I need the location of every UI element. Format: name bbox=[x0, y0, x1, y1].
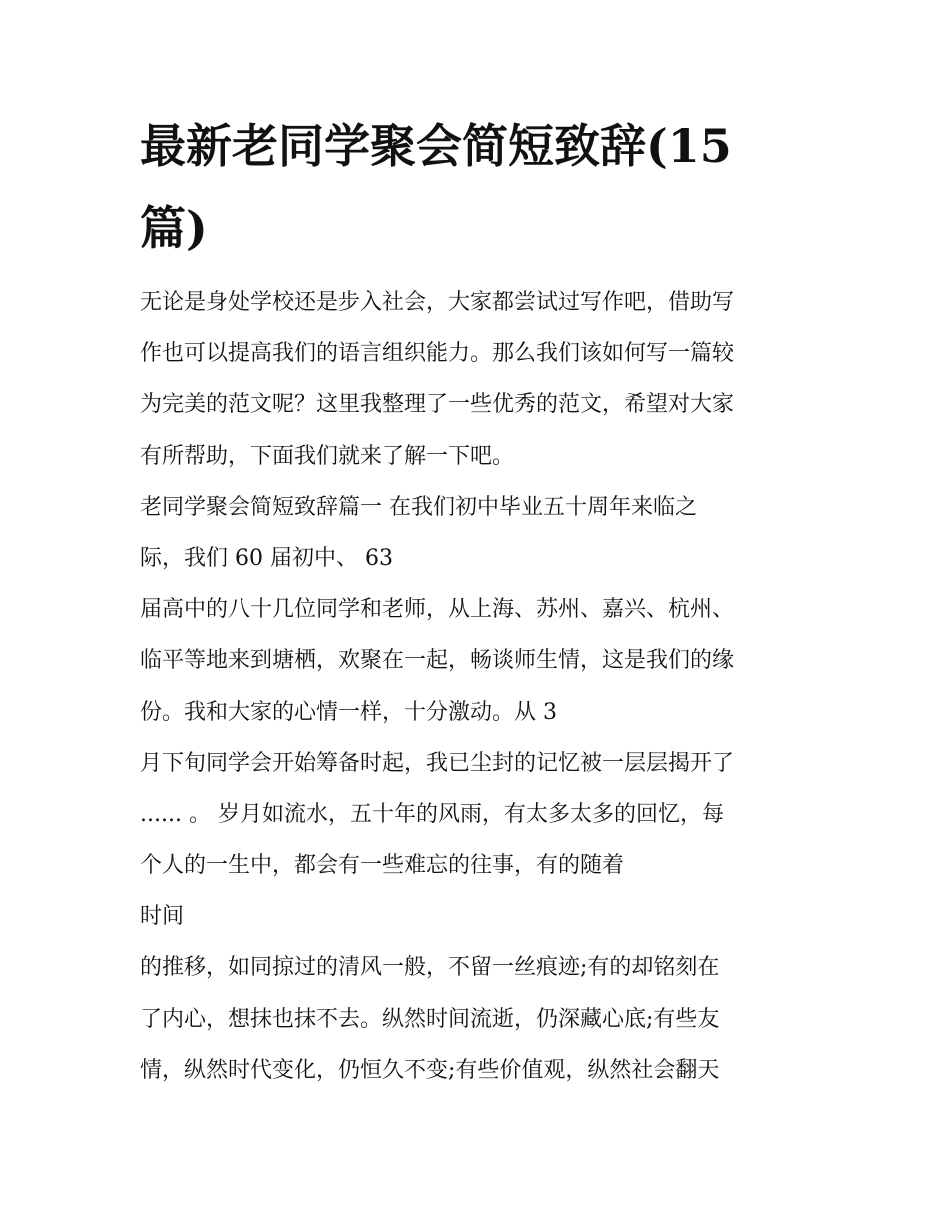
document-title-line-1: 最新老同学聚会简短致辞(15 bbox=[140, 119, 732, 173]
body-line: 无论是身处学校还是步入社会，大家都尝试过写作吧，借助写 bbox=[140, 290, 735, 315]
body-line: 时间 bbox=[140, 904, 185, 930]
body-line: 的推移，如同掠过的清风一般，不留一丝痕迹;有的却铭刻在 bbox=[140, 955, 720, 981]
body-line: 了内心，想抹也抹不去。纵然时间流逝，仍深藏心底;有些友 bbox=[140, 1006, 720, 1032]
body-line: 情，纵然时代变化，仍恒久不变;有些价值观，纵然社会翻天 bbox=[140, 1057, 720, 1083]
body-line: 个人的一生中，都会有一些难忘的往事，有的随着 bbox=[140, 853, 625, 879]
document-body bbox=[140, 277, 820, 1096]
body-line: 届高中的八十几位同学和老师，从上海、苏州、嘉兴、杭州、 bbox=[140, 597, 735, 623]
body-line: ...... 。 岁月如流水，五十年的风雨，有太多太多的回忆，每 bbox=[140, 801, 724, 827]
document-title bbox=[140, 105, 820, 269]
body-line: 际，我们 60 届初中、 63 bbox=[140, 545, 393, 571]
document-content bbox=[140, 105, 820, 1096]
body-line: 份。我和大家的心情一样，十分激动。从 3 bbox=[140, 699, 557, 725]
body-line: 有所帮助，下面我们就来了解一下吧。 bbox=[140, 443, 515, 469]
body-line: 作也可以提高我们的语言组织能力。那么我们该如何写一篇较 bbox=[140, 341, 735, 367]
body-line: 为完美的范文呢？这里我整理了一些优秀的范文，希望对大家 bbox=[140, 392, 735, 418]
body-line: 月下旬同学会开始筹备时起，我已尘封的记忆被一层层揭开了 bbox=[140, 750, 735, 776]
body-line: 临平等地来到塘栖，欢聚在一起，畅谈师生情，这是我们的缘 bbox=[140, 648, 735, 674]
body-line: 老同学聚会简短致辞篇一 在我们初中毕业五十周年来临之 bbox=[140, 494, 697, 520]
document-title-line-2: 篇) bbox=[140, 201, 208, 255]
